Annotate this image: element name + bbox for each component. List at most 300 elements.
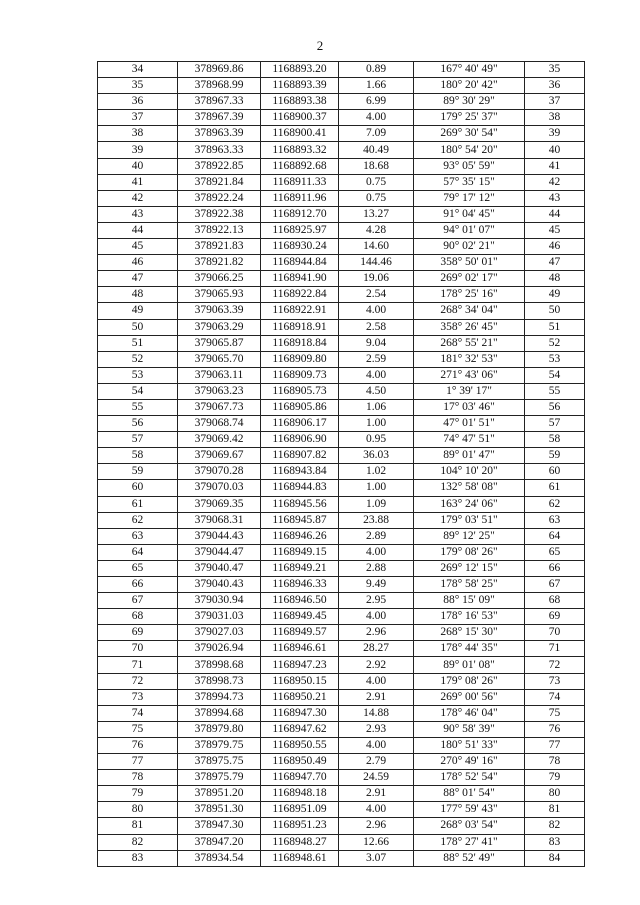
- next-point-cell: 56: [525, 399, 585, 415]
- point-number-cell: 78: [98, 770, 178, 786]
- y-coordinate-cell: 1168943.84: [261, 464, 339, 480]
- next-point-cell: 43: [525, 190, 585, 206]
- distance-cell: 1.00: [339, 416, 414, 432]
- table-row: [98, 689, 585, 705]
- bearing-cell: 89° 01' 47": [414, 448, 525, 464]
- distance-cell: 1.66: [339, 78, 414, 94]
- table-row: [98, 641, 585, 657]
- next-point-cell: 71: [525, 641, 585, 657]
- bearing-cell: 179° 08' 26": [414, 544, 525, 560]
- x-coordinate-cell: 378934.54: [178, 850, 261, 866]
- table-row: [98, 142, 585, 158]
- bearing-cell: 268° 03' 54": [414, 818, 525, 834]
- point-number-cell: 34: [98, 62, 178, 78]
- distance-cell: 2.92: [339, 657, 414, 673]
- table-row: [98, 351, 585, 367]
- next-point-cell: 62: [525, 496, 585, 512]
- distance-cell: 4.00: [339, 737, 414, 753]
- table-row: [98, 577, 585, 593]
- y-coordinate-cell: 1168945.56: [261, 496, 339, 512]
- bearing-cell: 271° 43' 06": [414, 367, 525, 383]
- y-coordinate-cell: 1168893.20: [261, 62, 339, 78]
- bearing-cell: 89° 01' 08": [414, 657, 525, 673]
- point-number-cell: 83: [98, 850, 178, 866]
- point-number-cell: 42: [98, 190, 178, 206]
- bearing-cell: 178° 52' 54": [414, 770, 525, 786]
- table-row: [98, 593, 585, 609]
- point-number-cell: 71: [98, 657, 178, 673]
- distance-cell: 1.02: [339, 464, 414, 480]
- table-row: [98, 222, 585, 238]
- point-number-cell: 72: [98, 673, 178, 689]
- table-row: [98, 432, 585, 448]
- distance-cell: 19.06: [339, 271, 414, 287]
- bearing-cell: 178° 46' 04": [414, 705, 525, 721]
- x-coordinate-cell: 379063.11: [178, 367, 261, 383]
- table-row: [98, 190, 585, 206]
- bearing-cell: 269° 00' 56": [414, 689, 525, 705]
- y-coordinate-cell: 1168905.73: [261, 383, 339, 399]
- bearing-cell: 1° 39' 17": [414, 383, 525, 399]
- x-coordinate-cell: 378979.75: [178, 737, 261, 753]
- table-row: [98, 239, 585, 255]
- table-row: [98, 126, 585, 142]
- x-coordinate-cell: 378967.33: [178, 94, 261, 110]
- distance-cell: 4.00: [339, 802, 414, 818]
- y-coordinate-cell: 1168912.70: [261, 206, 339, 222]
- y-coordinate-cell: 1168947.23: [261, 657, 339, 673]
- y-coordinate-cell: 1168946.50: [261, 593, 339, 609]
- y-coordinate-cell: 1168930.24: [261, 239, 339, 255]
- point-number-cell: 54: [98, 383, 178, 399]
- y-coordinate-cell: 1168941.90: [261, 271, 339, 287]
- table-row: [98, 834, 585, 850]
- point-number-cell: 64: [98, 544, 178, 560]
- distance-cell: 2.88: [339, 560, 414, 576]
- point-number-cell: 44: [98, 222, 178, 238]
- y-coordinate-cell: 1168893.39: [261, 78, 339, 94]
- page-number: 2: [316, 38, 324, 53]
- next-point-cell: 40: [525, 142, 585, 158]
- distance-cell: 6.99: [339, 94, 414, 110]
- table-row: [98, 544, 585, 560]
- table-row: [98, 802, 585, 818]
- y-coordinate-cell: 1168946.33: [261, 577, 339, 593]
- point-number-cell: 60: [98, 480, 178, 496]
- bearing-cell: 179° 03' 51": [414, 512, 525, 528]
- bearing-cell: 47° 01' 51": [414, 416, 525, 432]
- next-point-cell: 81: [525, 802, 585, 818]
- next-point-cell: 66: [525, 560, 585, 576]
- x-coordinate-cell: 378947.30: [178, 818, 261, 834]
- next-point-cell: 53: [525, 351, 585, 367]
- x-coordinate-cell: 379068.74: [178, 416, 261, 432]
- bearing-cell: 93° 05' 59": [414, 158, 525, 174]
- y-coordinate-cell: 1168925.97: [261, 222, 339, 238]
- bearing-cell: 177° 59' 43": [414, 802, 525, 818]
- bearing-cell: 167° 40' 49": [414, 62, 525, 78]
- y-coordinate-cell: 1168950.49: [261, 754, 339, 770]
- x-coordinate-cell: 378969.86: [178, 62, 261, 78]
- y-coordinate-cell: 1168948.18: [261, 786, 339, 802]
- point-number-cell: 58: [98, 448, 178, 464]
- next-point-cell: 41: [525, 158, 585, 174]
- next-point-cell: 55: [525, 383, 585, 399]
- y-coordinate-cell: 1168946.26: [261, 528, 339, 544]
- y-coordinate-cell: 1168893.32: [261, 142, 339, 158]
- next-point-cell: 58: [525, 432, 585, 448]
- x-coordinate-cell: 379027.03: [178, 625, 261, 641]
- next-point-cell: 42: [525, 174, 585, 190]
- next-point-cell: 57: [525, 416, 585, 432]
- y-coordinate-cell: 1168950.21: [261, 689, 339, 705]
- bearing-cell: 89° 30' 29": [414, 94, 525, 110]
- next-point-cell: 44: [525, 206, 585, 222]
- distance-cell: 9.04: [339, 335, 414, 351]
- distance-cell: 2.91: [339, 786, 414, 802]
- bearing-cell: 269° 12' 15": [414, 560, 525, 576]
- bearing-cell: 269° 30' 54": [414, 126, 525, 142]
- next-point-cell: 78: [525, 754, 585, 770]
- x-coordinate-cell: 379070.03: [178, 480, 261, 496]
- y-coordinate-cell: 1168922.84: [261, 287, 339, 303]
- x-coordinate-cell: 378998.68: [178, 657, 261, 673]
- point-number-cell: 80: [98, 802, 178, 818]
- x-coordinate-cell: 378975.79: [178, 770, 261, 786]
- next-point-cell: 54: [525, 367, 585, 383]
- next-point-cell: 48: [525, 271, 585, 287]
- next-point-cell: 84: [525, 850, 585, 866]
- distance-cell: 2.58: [339, 319, 414, 335]
- y-coordinate-cell: 1168911.96: [261, 190, 339, 206]
- x-coordinate-cell: 378979.80: [178, 721, 261, 737]
- x-coordinate-cell: 379063.29: [178, 319, 261, 335]
- y-coordinate-cell: 1168907.82: [261, 448, 339, 464]
- x-coordinate-cell: 379063.39: [178, 303, 261, 319]
- table-row: [98, 657, 585, 673]
- y-coordinate-cell: 1168951.09: [261, 802, 339, 818]
- distance-cell: 3.07: [339, 850, 414, 866]
- bearing-cell: 90° 58' 39": [414, 721, 525, 737]
- distance-cell: 0.75: [339, 190, 414, 206]
- bearing-cell: 178° 58' 25": [414, 577, 525, 593]
- y-coordinate-cell: 1168945.87: [261, 512, 339, 528]
- bearing-cell: 180° 54' 20": [414, 142, 525, 158]
- table-row: [98, 335, 585, 351]
- y-coordinate-cell: 1168947.62: [261, 721, 339, 737]
- distance-cell: 2.95: [339, 593, 414, 609]
- table-row: [98, 416, 585, 432]
- x-coordinate-cell: 379065.70: [178, 351, 261, 367]
- y-coordinate-cell: 1168944.83: [261, 480, 339, 496]
- point-number-cell: 40: [98, 158, 178, 174]
- point-number-cell: 75: [98, 721, 178, 737]
- point-number-cell: 48: [98, 287, 178, 303]
- table-row: [98, 625, 585, 641]
- next-point-cell: 64: [525, 528, 585, 544]
- distance-cell: 18.68: [339, 158, 414, 174]
- y-coordinate-cell: 1168892.68: [261, 158, 339, 174]
- distance-cell: 2.59: [339, 351, 414, 367]
- point-number-cell: 82: [98, 834, 178, 850]
- bearing-cell: 270° 49' 16": [414, 754, 525, 770]
- distance-cell: 9.49: [339, 577, 414, 593]
- table-row: [98, 271, 585, 287]
- y-coordinate-cell: 1168946.61: [261, 641, 339, 657]
- point-number-cell: 51: [98, 335, 178, 351]
- next-point-cell: 82: [525, 818, 585, 834]
- y-coordinate-cell: 1168949.57: [261, 625, 339, 641]
- point-number-cell: 74: [98, 705, 178, 721]
- table-row: [98, 319, 585, 335]
- x-coordinate-cell: 379065.87: [178, 335, 261, 351]
- point-number-cell: 53: [98, 367, 178, 383]
- next-point-cell: 51: [525, 319, 585, 335]
- x-coordinate-cell: 379068.31: [178, 512, 261, 528]
- table-row: [98, 448, 585, 464]
- bearing-cell: 179° 08' 26": [414, 673, 525, 689]
- x-coordinate-cell: 379069.42: [178, 432, 261, 448]
- y-coordinate-cell: 1168948.27: [261, 834, 339, 850]
- x-coordinate-cell: 378921.83: [178, 239, 261, 255]
- x-coordinate-cell: 378994.68: [178, 705, 261, 721]
- point-number-cell: 45: [98, 239, 178, 255]
- coordinates-table: [97, 61, 585, 867]
- bearing-cell: 180° 51' 33": [414, 737, 525, 753]
- point-number-cell: 70: [98, 641, 178, 657]
- bearing-cell: 268° 34' 04": [414, 303, 525, 319]
- table-row: [98, 255, 585, 271]
- bearing-cell: 88° 15' 09": [414, 593, 525, 609]
- bearing-cell: 74° 47' 51": [414, 432, 525, 448]
- next-point-cell: 60: [525, 464, 585, 480]
- next-point-cell: 80: [525, 786, 585, 802]
- distance-cell: 0.75: [339, 174, 414, 190]
- point-number-cell: 47: [98, 271, 178, 287]
- next-point-cell: 72: [525, 657, 585, 673]
- table-row: [98, 399, 585, 415]
- point-number-cell: 67: [98, 593, 178, 609]
- distance-cell: 4.00: [339, 367, 414, 383]
- point-number-cell: 79: [98, 786, 178, 802]
- y-coordinate-cell: 1168905.86: [261, 399, 339, 415]
- x-coordinate-cell: 378921.84: [178, 174, 261, 190]
- point-number-cell: 69: [98, 625, 178, 641]
- distance-cell: 2.89: [339, 528, 414, 544]
- table-row: [98, 512, 585, 528]
- table-row: [98, 770, 585, 786]
- bearing-cell: 91° 04' 45": [414, 206, 525, 222]
- distance-cell: 12.66: [339, 834, 414, 850]
- table-row: [98, 673, 585, 689]
- y-coordinate-cell: 1168922.91: [261, 303, 339, 319]
- distance-cell: 4.50: [339, 383, 414, 399]
- next-point-cell: 83: [525, 834, 585, 850]
- distance-cell: 36.03: [339, 448, 414, 464]
- y-coordinate-cell: 1168911.33: [261, 174, 339, 190]
- bearing-cell: 79° 17' 12": [414, 190, 525, 206]
- x-coordinate-cell: 378998.73: [178, 673, 261, 689]
- distance-cell: 144.46: [339, 255, 414, 271]
- distance-cell: 13.27: [339, 206, 414, 222]
- point-number-cell: 56: [98, 416, 178, 432]
- next-point-cell: 75: [525, 705, 585, 721]
- next-point-cell: 50: [525, 303, 585, 319]
- x-coordinate-cell: 378975.75: [178, 754, 261, 770]
- next-point-cell: 69: [525, 609, 585, 625]
- y-coordinate-cell: 1168909.73: [261, 367, 339, 383]
- table-row: [98, 206, 585, 222]
- point-number-cell: 49: [98, 303, 178, 319]
- x-coordinate-cell: 378967.39: [178, 110, 261, 126]
- x-coordinate-cell: 378921.82: [178, 255, 261, 271]
- point-number-cell: 36: [98, 94, 178, 110]
- x-coordinate-cell: 379026.94: [178, 641, 261, 657]
- point-number-cell: 38: [98, 126, 178, 142]
- point-number-cell: 73: [98, 689, 178, 705]
- y-coordinate-cell: 1168949.21: [261, 560, 339, 576]
- bearing-cell: 132° 58' 08": [414, 480, 525, 496]
- x-coordinate-cell: 379044.47: [178, 544, 261, 560]
- table-row: [98, 383, 585, 399]
- point-number-cell: 65: [98, 560, 178, 576]
- x-coordinate-cell: 378922.13: [178, 222, 261, 238]
- next-point-cell: 39: [525, 126, 585, 142]
- x-coordinate-cell: 379040.43: [178, 577, 261, 593]
- x-coordinate-cell: 379065.93: [178, 287, 261, 303]
- table-row: [98, 480, 585, 496]
- next-point-cell: 35: [525, 62, 585, 78]
- x-coordinate-cell: 379040.47: [178, 560, 261, 576]
- point-number-cell: 41: [98, 174, 178, 190]
- distance-cell: 4.00: [339, 303, 414, 319]
- table-row: [98, 303, 585, 319]
- point-number-cell: 57: [98, 432, 178, 448]
- bearing-cell: 268° 15' 30": [414, 625, 525, 641]
- table-row: [98, 560, 585, 576]
- next-point-cell: 79: [525, 770, 585, 786]
- bearing-cell: 94° 01' 07": [414, 222, 525, 238]
- next-point-cell: 49: [525, 287, 585, 303]
- next-point-cell: 38: [525, 110, 585, 126]
- distance-cell: 4.00: [339, 673, 414, 689]
- next-point-cell: 37: [525, 94, 585, 110]
- table-row: [98, 721, 585, 737]
- x-coordinate-cell: 379044.43: [178, 528, 261, 544]
- bearing-cell: 57° 35' 15": [414, 174, 525, 190]
- bearing-cell: 269° 02' 17": [414, 271, 525, 287]
- distance-cell: 28.27: [339, 641, 414, 657]
- point-number-cell: 63: [98, 528, 178, 544]
- y-coordinate-cell: 1168918.84: [261, 335, 339, 351]
- bearing-cell: 178° 25' 16": [414, 287, 525, 303]
- bearing-cell: 178° 16' 53": [414, 609, 525, 625]
- point-number-cell: 61: [98, 496, 178, 512]
- distance-cell: 4.00: [339, 110, 414, 126]
- y-coordinate-cell: 1168949.15: [261, 544, 339, 560]
- y-coordinate-cell: 1168909.80: [261, 351, 339, 367]
- next-point-cell: 46: [525, 239, 585, 255]
- distance-cell: 4.00: [339, 544, 414, 560]
- bearing-cell: 163° 24' 06": [414, 496, 525, 512]
- y-coordinate-cell: 1168944.84: [261, 255, 339, 271]
- point-number-cell: 59: [98, 464, 178, 480]
- y-coordinate-cell: 1168918.91: [261, 319, 339, 335]
- point-number-cell: 37: [98, 110, 178, 126]
- x-coordinate-cell: 378922.38: [178, 206, 261, 222]
- distance-cell: 2.96: [339, 625, 414, 641]
- y-coordinate-cell: 1168906.90: [261, 432, 339, 448]
- table-row: [98, 78, 585, 94]
- bearing-cell: 180° 20' 42": [414, 78, 525, 94]
- bearing-cell: 88° 01' 54": [414, 786, 525, 802]
- next-point-cell: 52: [525, 335, 585, 351]
- next-point-cell: 63: [525, 512, 585, 528]
- point-number-cell: 62: [98, 512, 178, 528]
- y-coordinate-cell: 1168900.41: [261, 126, 339, 142]
- next-point-cell: 74: [525, 689, 585, 705]
- x-coordinate-cell: 378951.20: [178, 786, 261, 802]
- x-coordinate-cell: 378963.33: [178, 142, 261, 158]
- bearing-cell: 178° 27' 41": [414, 834, 525, 850]
- x-coordinate-cell: 378963.39: [178, 126, 261, 142]
- distance-cell: 4.00: [339, 609, 414, 625]
- y-coordinate-cell: 1168906.17: [261, 416, 339, 432]
- bearing-cell: 358° 26' 45": [414, 319, 525, 335]
- next-point-cell: 76: [525, 721, 585, 737]
- point-number-cell: 68: [98, 609, 178, 625]
- next-point-cell: 61: [525, 480, 585, 496]
- x-coordinate-cell: 379030.94: [178, 593, 261, 609]
- y-coordinate-cell: 1168948.61: [261, 850, 339, 866]
- next-point-cell: 67: [525, 577, 585, 593]
- table-row: [98, 367, 585, 383]
- x-coordinate-cell: 379069.67: [178, 448, 261, 464]
- point-number-cell: 81: [98, 818, 178, 834]
- bearing-cell: 89° 12' 25": [414, 528, 525, 544]
- next-point-cell: 77: [525, 737, 585, 753]
- table-row: [98, 754, 585, 770]
- next-point-cell: 47: [525, 255, 585, 271]
- coordinates-table-body: [98, 62, 585, 867]
- distance-cell: 7.09: [339, 126, 414, 142]
- y-coordinate-cell: 1168900.37: [261, 110, 339, 126]
- distance-cell: 0.89: [339, 62, 414, 78]
- x-coordinate-cell: 378968.99: [178, 78, 261, 94]
- point-number-cell: 50: [98, 319, 178, 335]
- next-point-cell: 36: [525, 78, 585, 94]
- next-point-cell: 59: [525, 448, 585, 464]
- table-row: [98, 496, 585, 512]
- y-coordinate-cell: 1168949.45: [261, 609, 339, 625]
- distance-cell: 14.88: [339, 705, 414, 721]
- x-coordinate-cell: 379031.03: [178, 609, 261, 625]
- distance-cell: 1.09: [339, 496, 414, 512]
- point-number-cell: 55: [98, 399, 178, 415]
- table-row: [98, 609, 585, 625]
- x-coordinate-cell: 379066.25: [178, 271, 261, 287]
- distance-cell: 2.91: [339, 689, 414, 705]
- table-row: [98, 705, 585, 721]
- y-coordinate-cell: 1168947.70: [261, 770, 339, 786]
- x-coordinate-cell: 378994.73: [178, 689, 261, 705]
- distance-cell: 40.49: [339, 142, 414, 158]
- point-number-cell: 76: [98, 737, 178, 753]
- distance-cell: 14.60: [339, 239, 414, 255]
- table-row: [98, 737, 585, 753]
- next-point-cell: 65: [525, 544, 585, 560]
- next-point-cell: 45: [525, 222, 585, 238]
